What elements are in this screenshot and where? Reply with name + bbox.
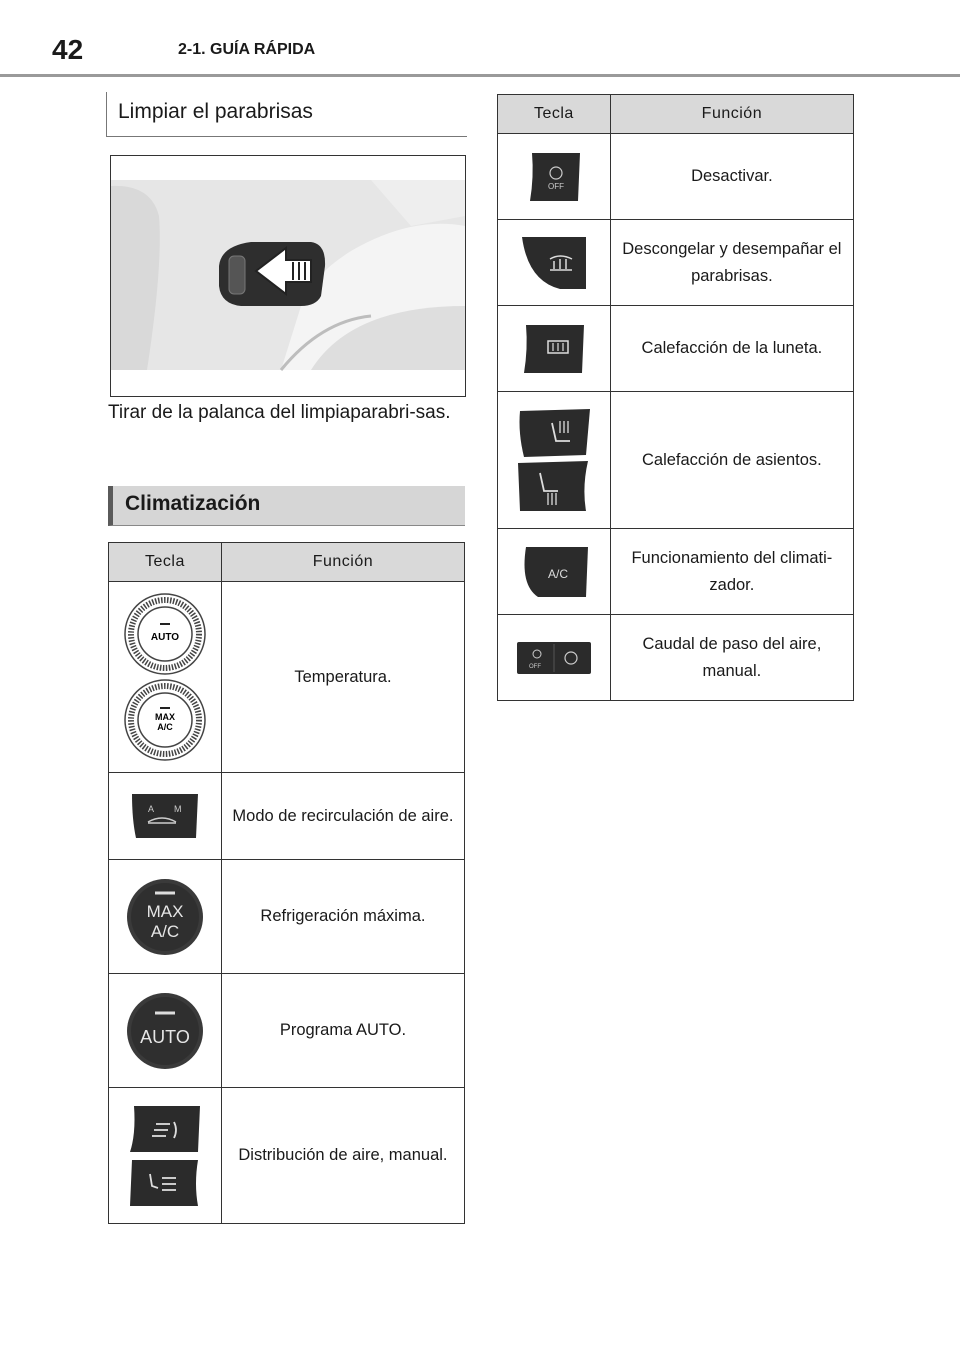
function-cell: Temperatura.: [221, 582, 464, 773]
climate-heading: [108, 486, 465, 526]
ac-key-label-small: A/C: [547, 566, 568, 581]
auto-button-icon: [109, 974, 222, 1088]
auto-key-label: AUTO: [150, 632, 180, 643]
column-header-key: Tecla: [109, 543, 222, 582]
wiper-lever-figure: [110, 155, 466, 397]
table-row: [498, 529, 854, 615]
table-header-row: [109, 543, 465, 582]
fan-off-button-icon: [498, 134, 611, 220]
function-cell: Descongelar y desempañar el parabrisas.: [610, 220, 853, 306]
section-title: 2-1. GUÍA RÁPIDA: [178, 41, 316, 58]
table-row: [498, 134, 854, 220]
table-row: [109, 974, 465, 1088]
table-row: [498, 220, 854, 306]
climate-keys-table-right: [497, 94, 854, 701]
rear-window-heating-button-icon: [498, 306, 611, 392]
table-row: [498, 615, 854, 701]
function-cell: Refrigeración máxima.: [221, 860, 464, 974]
function-cell: Programa AUTO.: [221, 974, 464, 1088]
function-cell: Funcionamiento del climati-zador.: [610, 529, 853, 615]
climate-keys-table-left: [108, 542, 465, 1224]
seat-heating-buttons-icon: [498, 392, 611, 529]
function-cell: Calefacción de la luneta.: [610, 306, 853, 392]
ac-button-icon: [498, 529, 611, 615]
recirculation-button-icon: [109, 773, 222, 860]
max-ac-button-icon: [109, 860, 222, 974]
table-row: [109, 860, 465, 974]
climate-heading-text: Climatización: [125, 492, 261, 515]
page-number: 42: [52, 34, 84, 65]
off-key-label-small: OFF: [528, 663, 541, 670]
page-header: [0, 0, 960, 80]
windshield-defrost-button-icon: [498, 220, 611, 306]
function-cell: Desactivar.: [610, 134, 853, 220]
ac-key-label: A/C: [157, 722, 173, 732]
function-cell: Distribución de aire, manual.: [221, 1088, 464, 1224]
air-distribution-buttons-icon: [109, 1088, 222, 1224]
column-header-key: Tecla: [498, 95, 611, 134]
column-header-function: Función: [610, 95, 853, 134]
off-key-label: OFF: [547, 181, 564, 191]
wiper-heading: [106, 92, 467, 137]
temperature-dials-icon: [109, 582, 222, 773]
function-cell: Modo de recirculación de aire.: [221, 773, 464, 860]
table-row: [109, 582, 465, 773]
table-row: [498, 392, 854, 529]
wiper-lever-illustration-icon: [111, 156, 465, 396]
header-divider: [0, 74, 960, 77]
table-row: [498, 306, 854, 392]
wiper-heading-text: Limpiar el parabrisas: [118, 100, 313, 123]
max-key-label-large: MAX: [146, 901, 184, 921]
ac-key-label-large: A/C: [150, 921, 180, 941]
table-header-row: [498, 95, 854, 134]
function-cell: Calefacción de asientos.: [610, 392, 853, 529]
auto-key-label-large: AUTO: [140, 1026, 190, 1047]
recirc-m-label: M: [173, 804, 182, 814]
table-row: [109, 1088, 465, 1224]
max-key-label: MAX: [154, 712, 175, 722]
function-cell: Caudal de paso del aire, manual.: [610, 615, 853, 701]
recirc-a-label: A: [147, 804, 154, 814]
wiper-instruction: Tirar de la palanca del limpiaparabri-sas.: [108, 402, 451, 423]
column-header-function: Función: [221, 543, 464, 582]
fan-speed-buttons-icon: [498, 615, 611, 701]
table-row: [109, 773, 465, 860]
